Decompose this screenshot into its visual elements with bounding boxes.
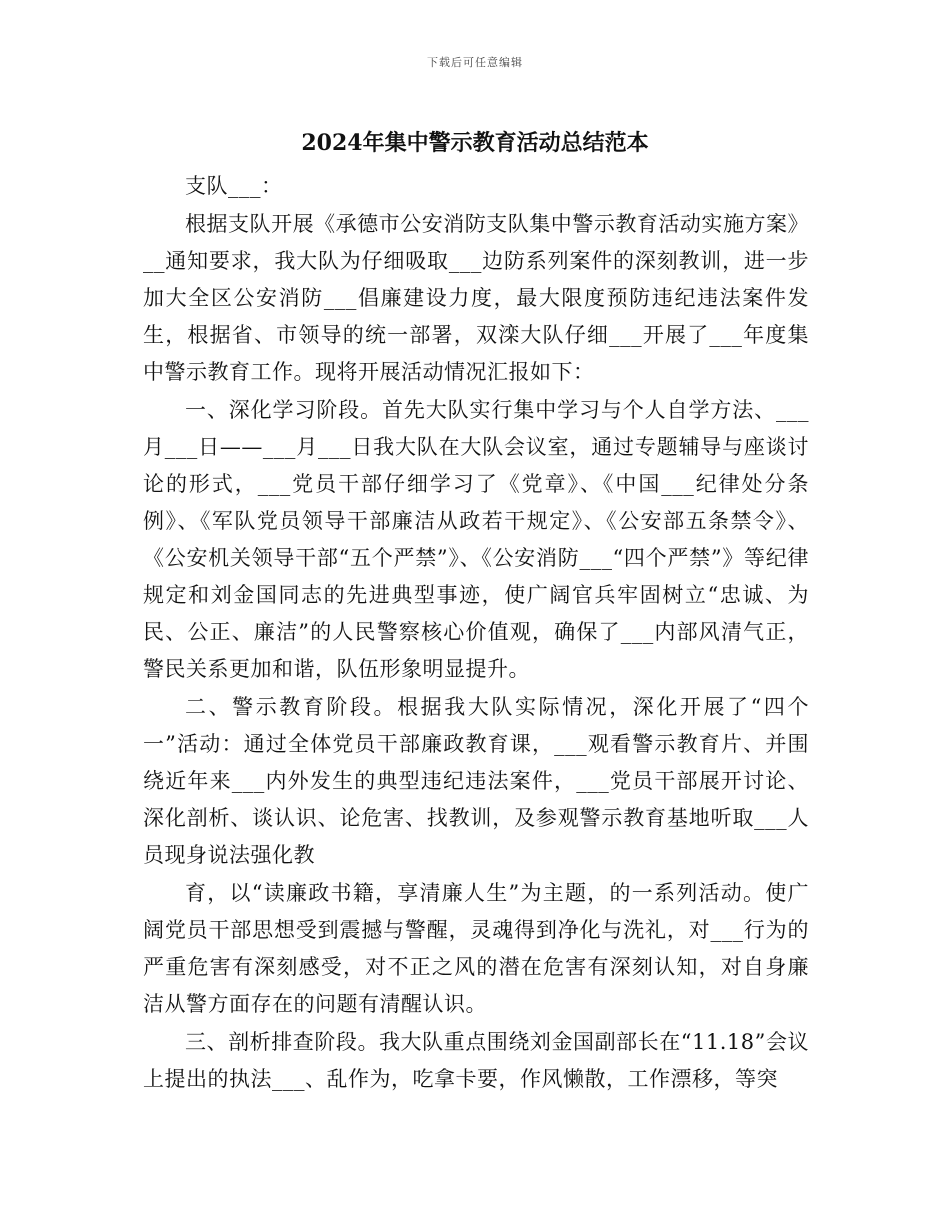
document-title: 2024年集中警示教育活动总结范本 bbox=[301, 130, 649, 156]
paragraph-section-1: 一、深化学习阶段。首先大队实行集中学习与个人自学方法、___月___日——___月___日我大队在大队会议室，通过专题辅导与座谈讨论的形式，___党员干部仔细学习了《党章》、《中国___纪律处分条例》、《军队党员领导干部廉洁从政若干规定》、《公安部五条禁令》、《公安机关领导干部“五个严禁”》、《公安消防___“四个严禁”》等纪律规定和刘金国同志的先进典型事迹，使广阔官兵牢固树立“忠诚、为民、公正、廉洁”的人民警察核心价值观，确保了___内部风清气正，警民关系更加和谐，队伍形象明显提升。 bbox=[143, 398, 809, 681]
paragraph-section-2: 二、警示教育阶段。根据我大队实际情况，深化开展了“四个一”活动：通过全体党员干部廉政教育课，___观看警示教育片、并围绕近年来___内外发生的典型违纪违法案件，___党员干部展开讨论、深化剖析、谈认识、论危害、找教训，及参观警示教育基地听取___人员现身说法强化教 bbox=[143, 695, 809, 867]
paragraph-section-3: 三、剖析排查阶段。我大队重点围绕刘金国副部长在“11.18”会议上提出的执法___、乱作为，吃拿卡要，作风懒散，工作漂移，等突 bbox=[143, 1030, 809, 1091]
paragraph-intro: 根据支队开展《承德市公安消防支队集中警示教育活动实施方案》__通知要求，我大队为仔细吸取___边防系列案件的深刻教训，进一步加大全区公安消防___倡廉建设力度，最大限度预防违纪违法案件发生，根据省、市领导的统一部署，双滦大队仔细___开展了___年度集中警示教育工作。现将开展活动情况汇报如下： bbox=[143, 212, 809, 384]
paragraph-section-2-continued: 育，以“读廉政书籍，享清廉人生”为主题，的一系列活动。使广阔党员干部思想受到震撼与警醒，灵魂得到净化与洗礼，对___行为的严重危害有深刻感受，对不正之风的潜在危害有深刻认知，对自身廉洁从警方面存在的问题有清醒认识。 bbox=[143, 881, 809, 1016]
document-body bbox=[143, 168, 809, 1099]
salutation: 支队___： bbox=[185, 174, 283, 198]
header-note: 下载后可任意编辑 bbox=[427, 56, 523, 69]
